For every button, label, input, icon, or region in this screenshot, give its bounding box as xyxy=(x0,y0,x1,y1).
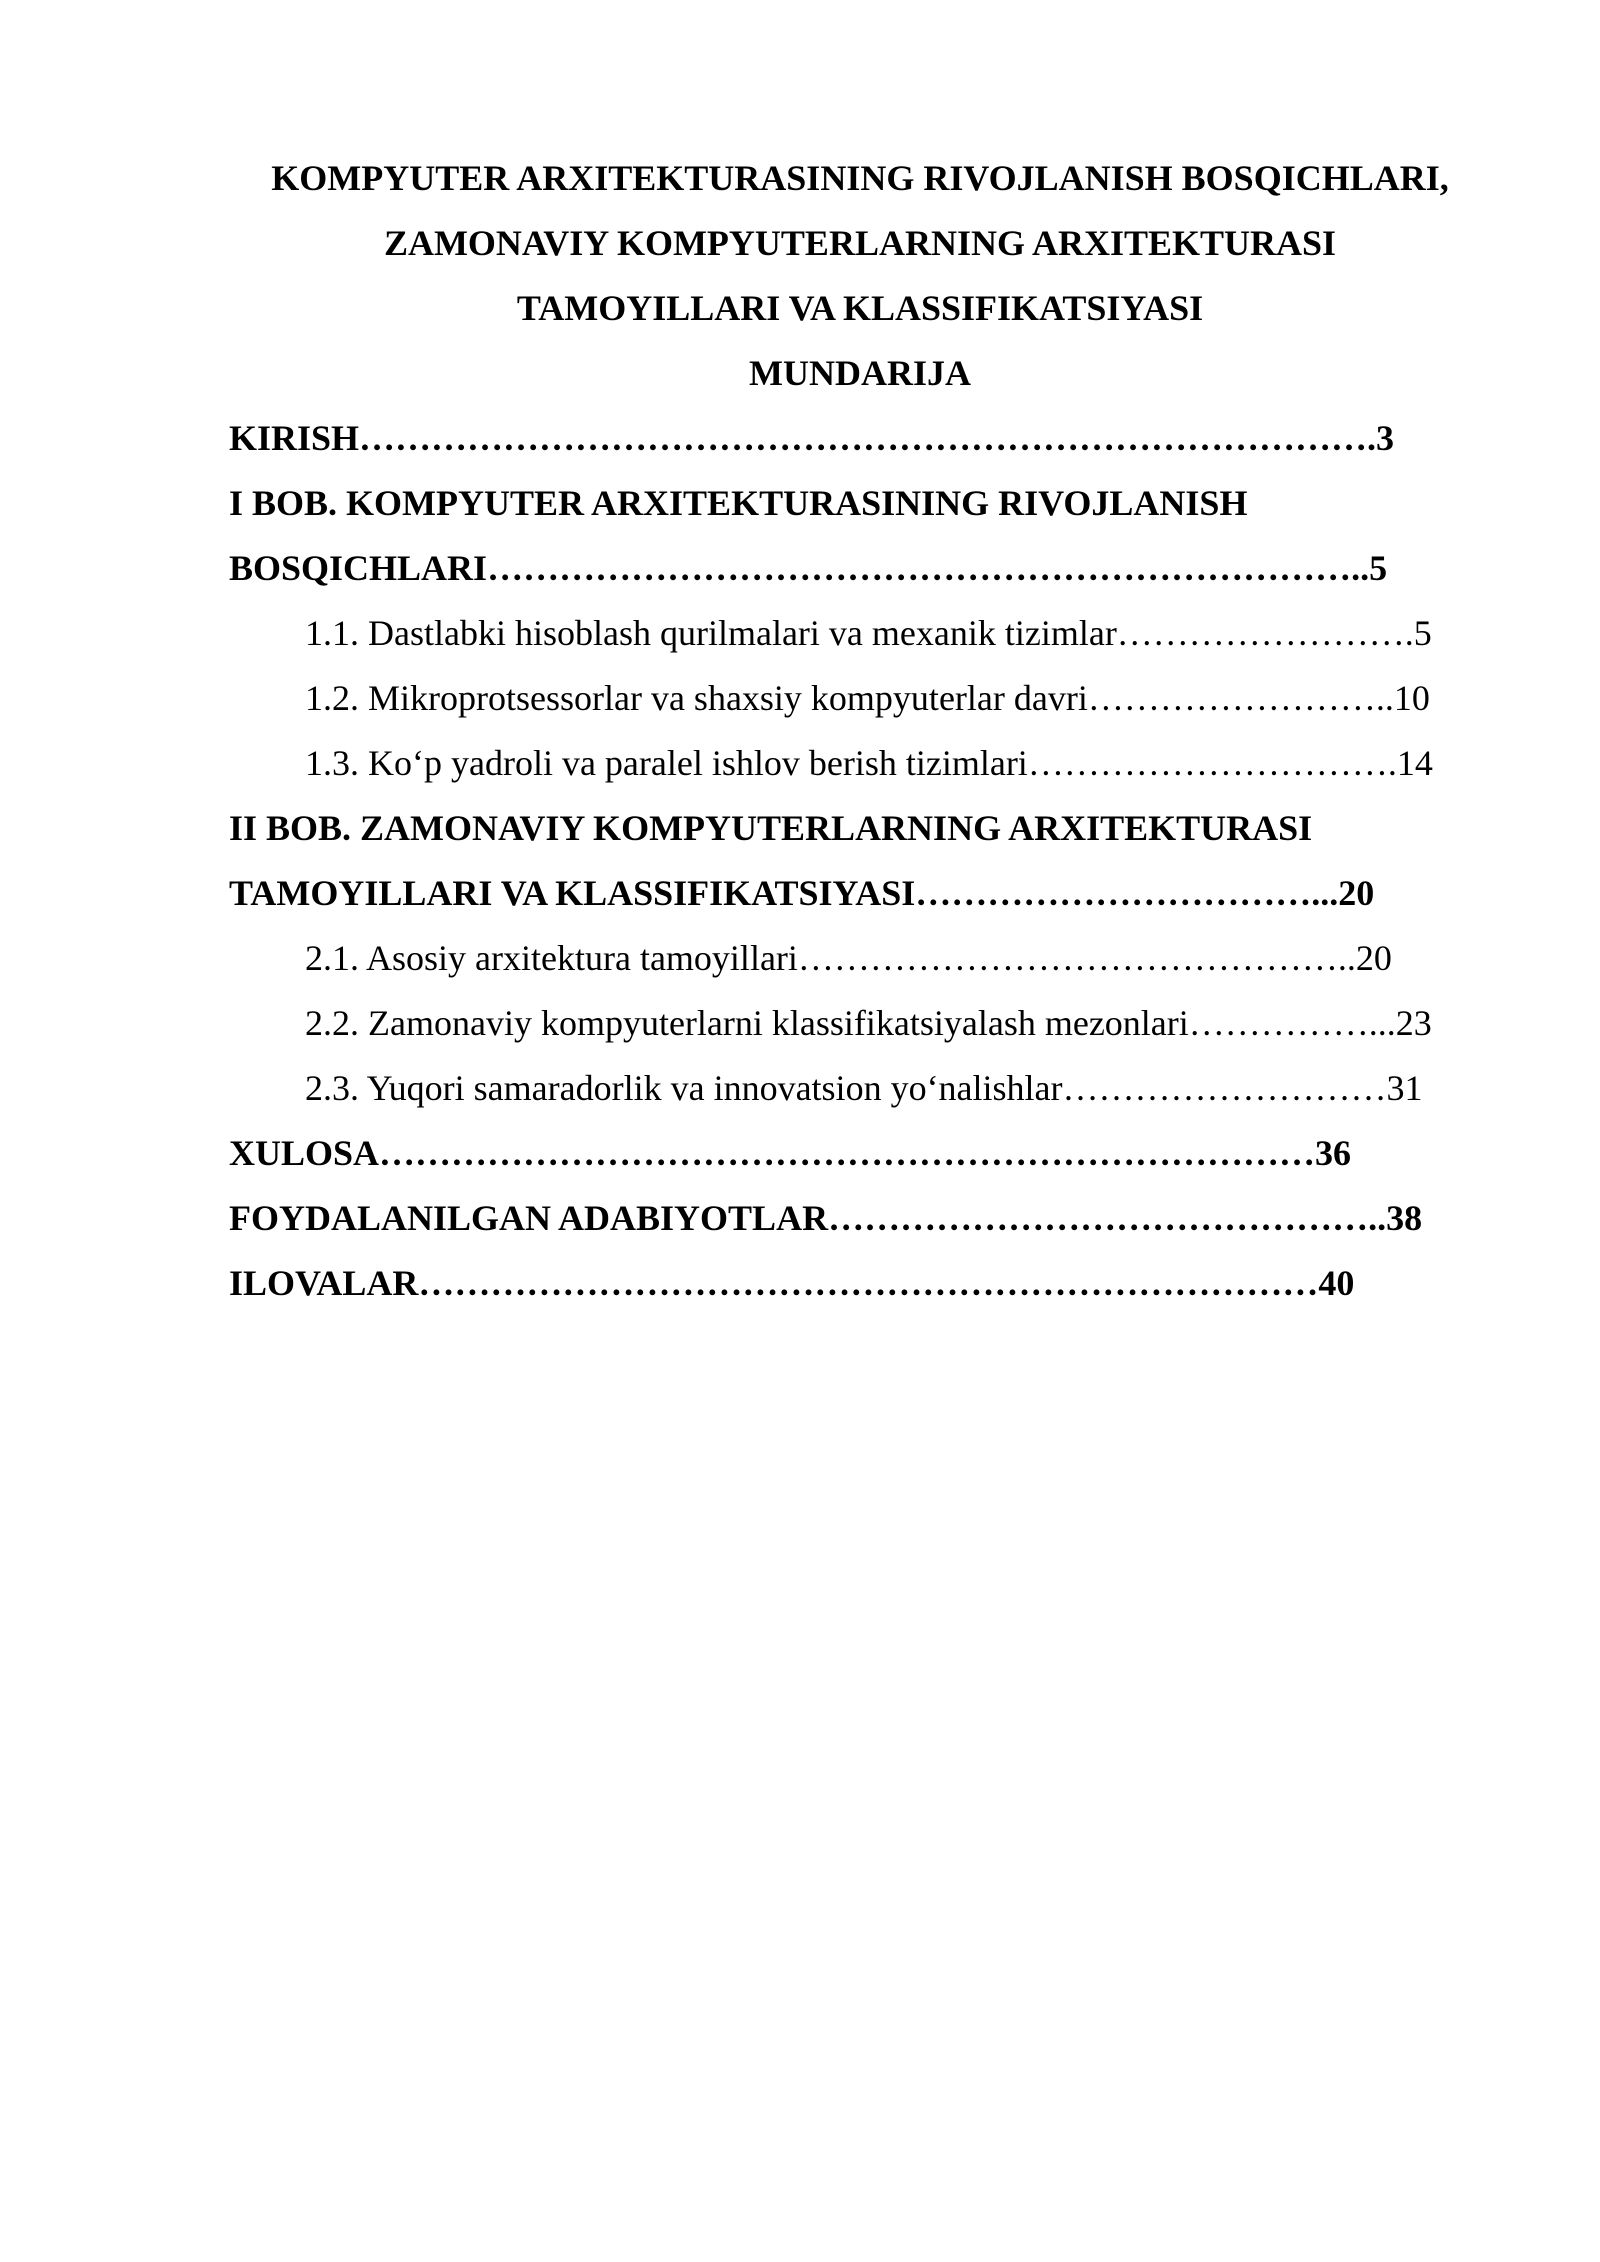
toc-entry-ilovalar: ILOVALAR…………………………………………………………………40 xyxy=(229,1263,1355,1303)
toc-entry-1-3: 1.3. Koʻp yadroli va paralel ishlov berish tizimlari………………………….14 xyxy=(305,743,1433,783)
title-line-2: ZAMONAVIY KOMPYUTERLARNING ARXITEKTURASI xyxy=(383,223,1337,263)
toc-entry-chapter-2-line-2: TAMOYILLARI VA KLASSIFIKATSIYASI……………………………...20 xyxy=(229,873,1375,913)
toc-heading: MUNDARIJA xyxy=(749,353,971,393)
toc-entry-xulosa: XULOSA……………………………………………………………………36 xyxy=(229,1133,1352,1173)
toc-entry-2-1: 2.1. Asosiy arxitektura tamoyillari………………………………………..20 xyxy=(305,938,1392,978)
toc-entry-chapter-2-line-1: II BOB. ZAMONAVIY KOMPYUTERLARNING ARXITEKTURASI xyxy=(229,808,1313,848)
toc-entry-2-2: 2.2. Zamonaviy kompyuterlarni klassifikatsiyalash mezonlari……………...23 xyxy=(305,1003,1432,1043)
document-title xyxy=(200,146,1520,406)
toc-entry-1-2: 1.2. Mikroprotsessorlar va shaxsiy kompyuterlar davri……………………..10 xyxy=(305,678,1430,718)
toc-entry-adabiyotlar: FOYDALANILGAN ADABIYOTLAR………………………………………..38 xyxy=(229,1198,1423,1238)
toc-entry-chapter-1-line-2: BOSQICHLARI………………………………………………………………..5 xyxy=(229,548,1388,588)
title-line-1: KOMPYUTER ARXITEKTURASINING RIVOJLANISH BOSQICHLARI, xyxy=(271,158,1449,198)
toc-entry-2-3: 2.3. Yuqori samaradorlik va innovatsion yoʻnalishlar………………………31 xyxy=(305,1068,1423,1108)
title-line-3: TAMOYILLARI VA KLASSIFIKATSIYASI xyxy=(516,288,1204,328)
table-of-contents xyxy=(229,406,1489,1316)
toc-entry-chapter-1-line-1: I BOB. KOMPYUTER ARXITEKTURASINING RIVOJLANISH xyxy=(229,483,1248,523)
toc-entry-1-1: 1.1. Dastlabki hisoblash qurilmalari va mexanik tizimlar…………………….5 xyxy=(305,613,1432,653)
toc-entry-kirish: KIRISH………………………………………………………………………….3 xyxy=(229,418,1395,458)
